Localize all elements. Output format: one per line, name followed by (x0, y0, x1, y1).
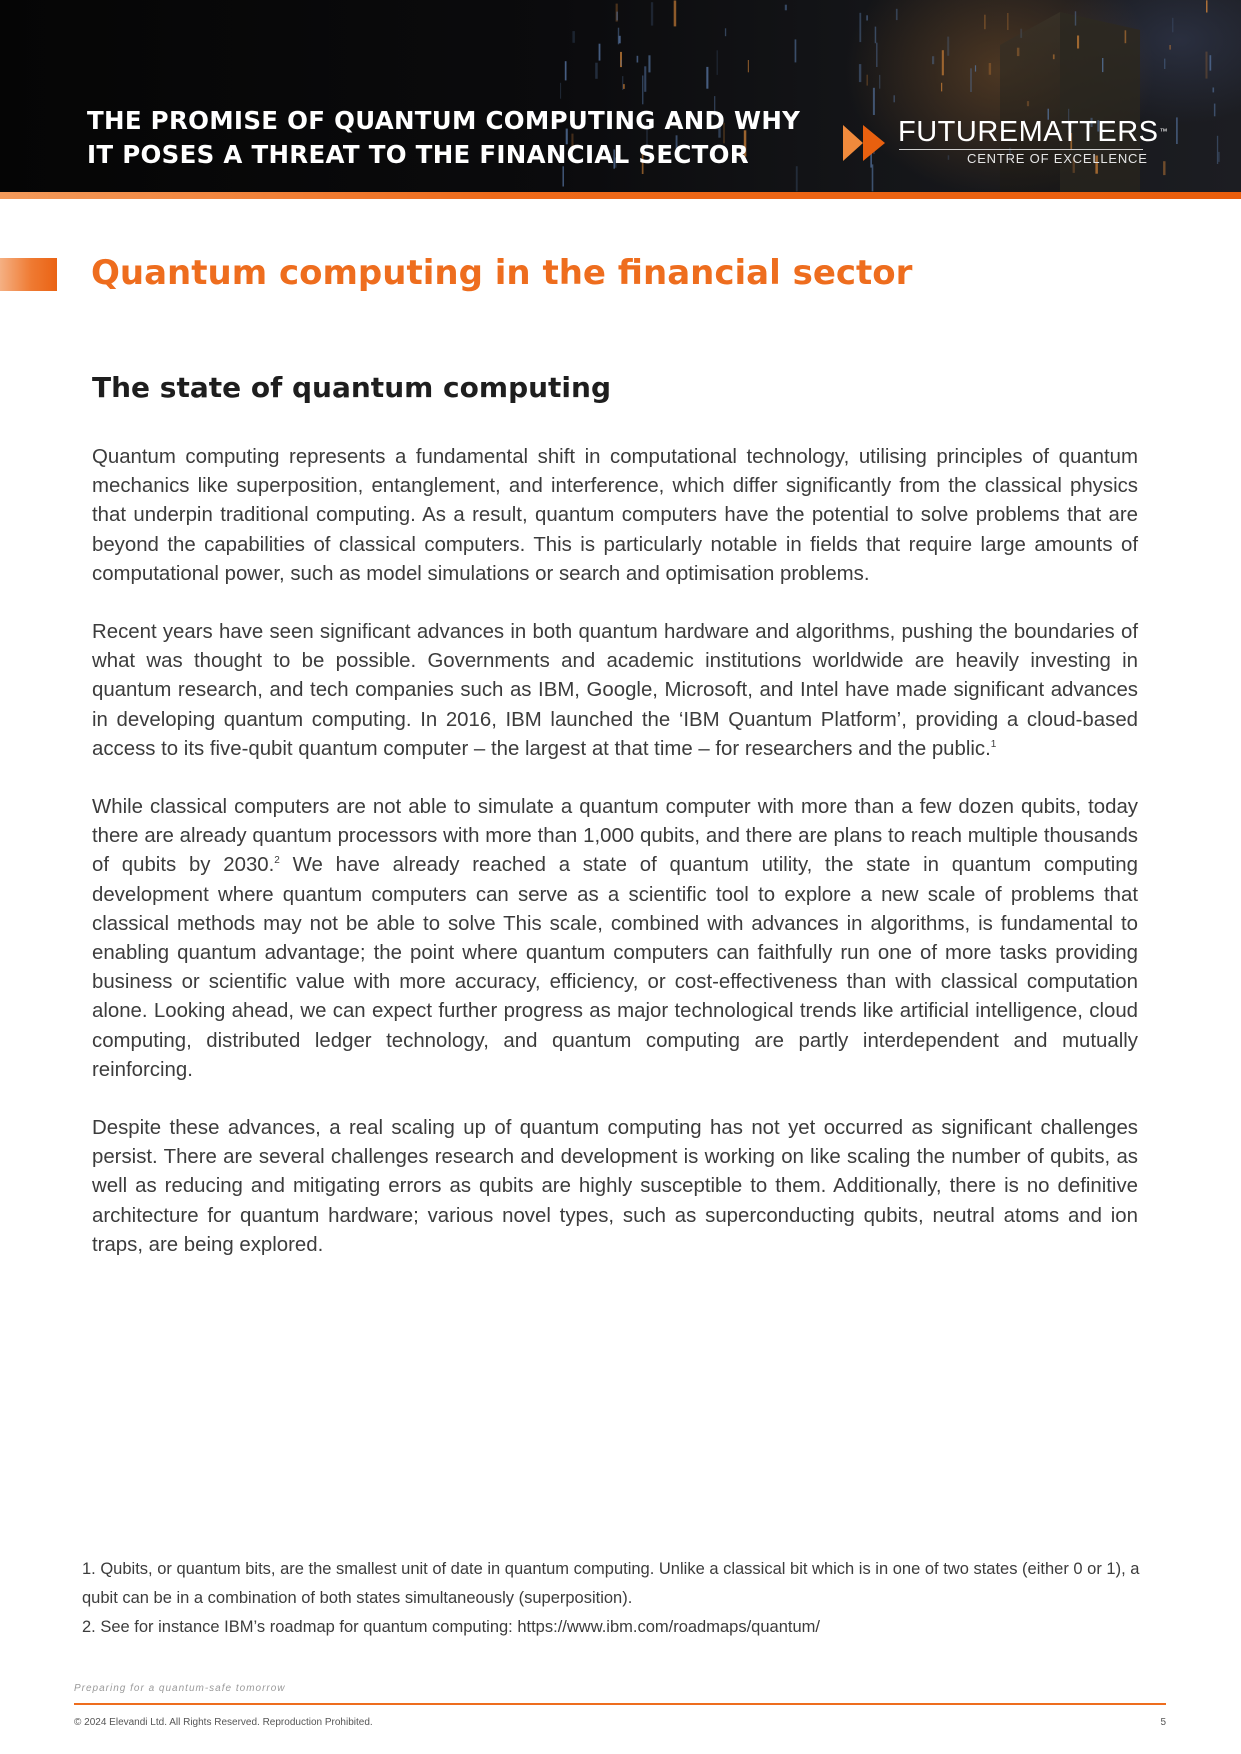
footnote-2: 2. See for instance IBM’s roadmap for quantum computing: https://www.ibm.com/roadmaps/quantum/ (82, 1618, 820, 1636)
light-streak (623, 84, 625, 89)
light-streak (1163, 161, 1165, 175)
light-streak (616, 12, 618, 21)
light-streak (984, 15, 985, 30)
report-title-line-2: IT POSES A THREAT TO THE FINANCIAL SECTOR (87, 140, 749, 169)
light-streak (970, 68, 972, 92)
logo-wordmark: FUTUREMATTERS™ (898, 116, 1169, 148)
light-streak (1007, 13, 1008, 30)
light-streak (894, 95, 895, 102)
logo-divider (899, 149, 1143, 150)
light-streak (1017, 48, 1020, 56)
light-streak (1164, 59, 1165, 69)
light-streak (1213, 88, 1215, 93)
light-streak (637, 56, 639, 63)
double-chevron-icon (843, 123, 889, 163)
light-streak (1077, 36, 1079, 49)
paragraph-1: Quantum computing represents a fundamental shift in computational technology, utilising principles of quantum mechanics like superposition, entanglement, and interference, which differ significantly from the classical physics that underpin traditional computing. As a result, quantum computers have the potential to solve problems that are beyond the capabilities of classical computers. This is particularly notable in fields that require large amounts of computational power, such as model simulations or search and optimisation problems. (92, 446, 1138, 585)
light-streak (796, 166, 798, 191)
light-streak (859, 64, 861, 82)
light-streak (941, 83, 942, 92)
footer-rule (74, 1703, 1166, 1705)
light-streak (619, 36, 621, 44)
paragraph-4: Despite these advances, a real scaling up of quantum computing has not yet occurred as significant challenges persist. There are several challenges research and development is working on like scaling the number of qubits, as well as reducing and mitigating errors as qubits are highly susceptible to them. Additionally, there is no definitive architecture for quantum hardware; various novel types, such as superconducting qubits, neutral atoms and ion traps, are being explored. (92, 1117, 1138, 1256)
light-streak (1125, 30, 1127, 43)
paragraph-3: While classical computers are not able to simulate a quantum computer with more than a few dozen qubits, today there are already quantum processors with more than 1,000 qubits, and there are plans to reach multiple thousands of qubits by 2030.$^2$ We have already reached a state of quantum utility, the state in quantum computing development where quantum computers can serve as a scientific tool to explore a new scale of problems that classical methods may not be able to solve This scale, combined with advances in algorithms, is fundamental to enabling quantum advantage; the point where quantum computers can faithfully run one of more tasks providing business or scientific value with more accuracy, efficiency, or cost-effectiveness than with classical computation alone. Looking ahead, we can expect further progress as major technological trends like artificial intelligence, cloud computing, distributed ledger technology, and quantum computing are partly interdependent and mutually reinforcing. (92, 796, 1138, 1081)
light-streak (1075, 11, 1076, 25)
light-streak (748, 60, 749, 72)
light-streak (1217, 136, 1218, 164)
light-streak (1027, 101, 1029, 106)
section-title: Quantum computing in the financial sector (91, 253, 913, 293)
light-streak (866, 15, 868, 20)
light-streak (859, 13, 861, 42)
light-streak (947, 37, 949, 56)
light-streak (873, 88, 875, 115)
light-streak (896, 9, 898, 20)
light-streak (989, 63, 991, 75)
light-streak (1053, 54, 1055, 59)
light-streak (1206, 52, 1208, 79)
section-marker (0, 258, 57, 291)
light-streak (942, 50, 944, 75)
footer-copyright: © 2024 Elevandi Ltd. All Rights Reserved. Reproduction Prohibited. (74, 1717, 373, 1728)
light-streak (621, 60, 622, 66)
light-streak (875, 27, 877, 44)
light-streak (1206, 0, 1208, 12)
footnote-ref-1: 1 (990, 739, 997, 751)
light-streak (879, 75, 880, 89)
light-streak (1176, 117, 1178, 144)
footnote-1: 1. Qubits, or quantum bits, are the smallest unit of date in quantum computing. Unlike a classical bit which is in one of two states (either 0 or 1), a qubit can be in a combination of both states simultaneously (superposition). (82, 1560, 1140, 1607)
light-streak (717, 50, 718, 75)
light-streak (1210, 55, 1212, 70)
report-title (87, 104, 801, 172)
light-streak (706, 67, 708, 89)
light-streak (1102, 58, 1103, 72)
light-streak (1214, 104, 1216, 117)
light-streak (867, 75, 868, 86)
light-streak (725, 28, 726, 36)
report-title-line-1: THE PROMISE OF QUANTUM COMPUTING AND WHY (87, 106, 801, 135)
light-streak (795, 39, 797, 62)
header-accent-rule (0, 192, 1241, 199)
footnote-ref-2: 2 (274, 855, 280, 867)
header-banner (0, 0, 1241, 192)
light-streak (560, 83, 561, 99)
light-streak (599, 44, 601, 61)
light-streak (932, 56, 934, 64)
light-streak (644, 66, 646, 92)
body-text (92, 443, 1138, 1289)
light-streak (565, 61, 567, 80)
light-streak (651, 2, 653, 25)
light-streak (595, 63, 598, 79)
page-number: 5 (1160, 1717, 1166, 1728)
light-streak (876, 43, 877, 67)
logo-subtitle: CENTRE OF EXCELLENCE (967, 151, 1148, 166)
light-streak (785, 5, 787, 11)
light-streak (1218, 152, 1219, 162)
light-streak (648, 55, 650, 72)
footnotes (82, 1555, 1162, 1642)
light-streak (572, 31, 575, 43)
light-streak (642, 76, 643, 105)
paragraph-2: Recent years have seen significant advances in both quantum hardware and algorithms, pushing the boundaries of what was thought to be possible. Governments and academic institutions worldwide are heavily investing in quantum research, and tech companies such as IBM, Google, Microsoft, and Intel have made significant advances in developing quantum computing. In 2016, IBM launched the ‘IBM Quantum Platform’, providing a cloud-based access to its five-qubit quantum computer – the largest at that time – for researchers and the public.$^1$ (92, 621, 1138, 760)
light-streak (1172, 18, 1173, 33)
light-streak (975, 65, 976, 71)
light-streak (674, 1, 677, 27)
footer-tagline: Preparing for a quantum-safe tomorrow (74, 1683, 286, 1694)
light-streak (1020, 29, 1022, 38)
light-streak (872, 164, 874, 191)
subsection-title: The state of quantum computing (92, 371, 611, 404)
futurematters-logo (843, 116, 1169, 167)
light-streak (1170, 45, 1171, 50)
